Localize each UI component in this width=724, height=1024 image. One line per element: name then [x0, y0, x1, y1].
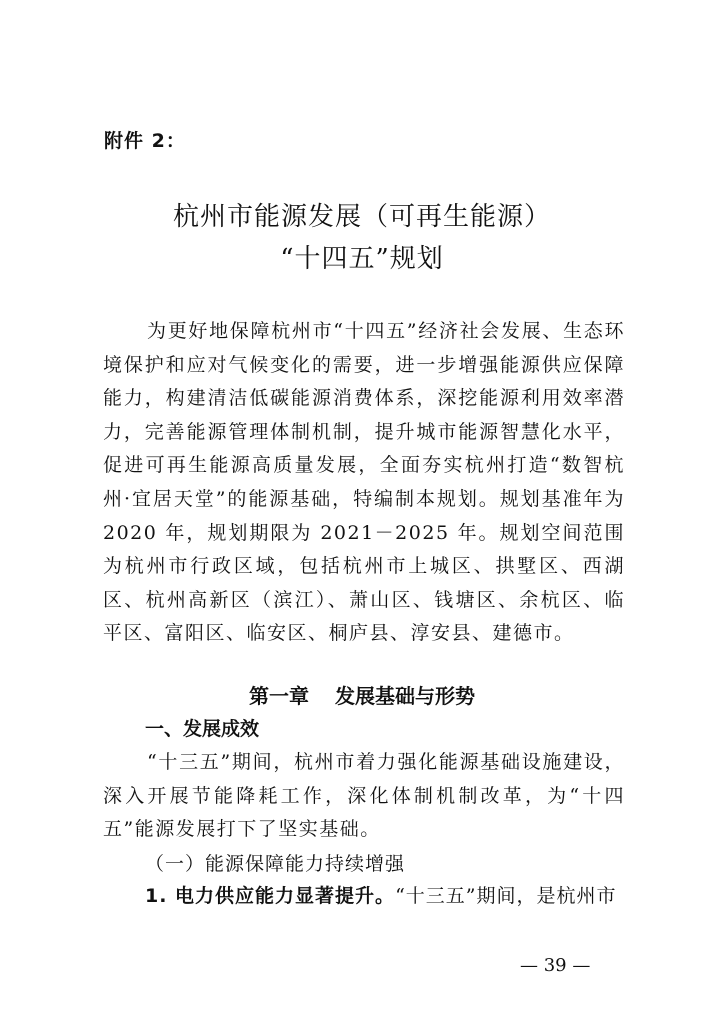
page-number: — 39 — — [520, 955, 591, 976]
item-1 — [145, 881, 617, 908]
section-paragraph: “十三五”期间，杭州市着力强化能源基础设施建设，深入开展节能降耗工作，深化体制机制改革，为“十四五”能源发展打下了坚实基础。 — [103, 751, 625, 841]
chapter-title: 发展基础与形势 — [335, 684, 475, 708]
intro-paragraph: 为更好地保障杭州市“十四五”经济社会发展、生态环境保护和应对气候变化的需要，进一步增强能源供应保障能力，构建清洁低碳能源消费体系，深挖能源利用效率潜力，完善能源管理体制机制，提升城市能源智慧化水平，促进可再生能源高质量发展，全面夯实杭州打造“数智杭州·宜居天堂”的能源基础，特编制本规划。规划基准年为 2020 年，规划期限为 2021－2025 年。规划空间范围为杭州市行政区域，包括杭州市上城区、拱墅区、西湖区、杭州高新区（滨江）、萧山区、钱塘区、余杭区、临平区、富阳区、临安区、桐庐县、淳安县、建德市。 — [103, 320, 625, 645]
chapter-heading — [0, 680, 724, 709]
document-title-line1: 杭州市能源发展（可再生能源） — [172, 202, 551, 232]
document-title-line2: “十四五”规划 — [280, 244, 444, 274]
subsection-heading: （一）能源保障能力持续增强 — [145, 853, 406, 875]
section-heading: 一、发展成效 — [145, 718, 260, 740]
item-1-heading: 1. 电力供应能力显著提升。 — [145, 885, 396, 907]
item-1-text: “十三五”期间，是杭州市 — [395, 885, 617, 907]
attachment-label: 附件 2： — [104, 130, 186, 152]
chapter-number: 第一章 — [249, 684, 309, 708]
